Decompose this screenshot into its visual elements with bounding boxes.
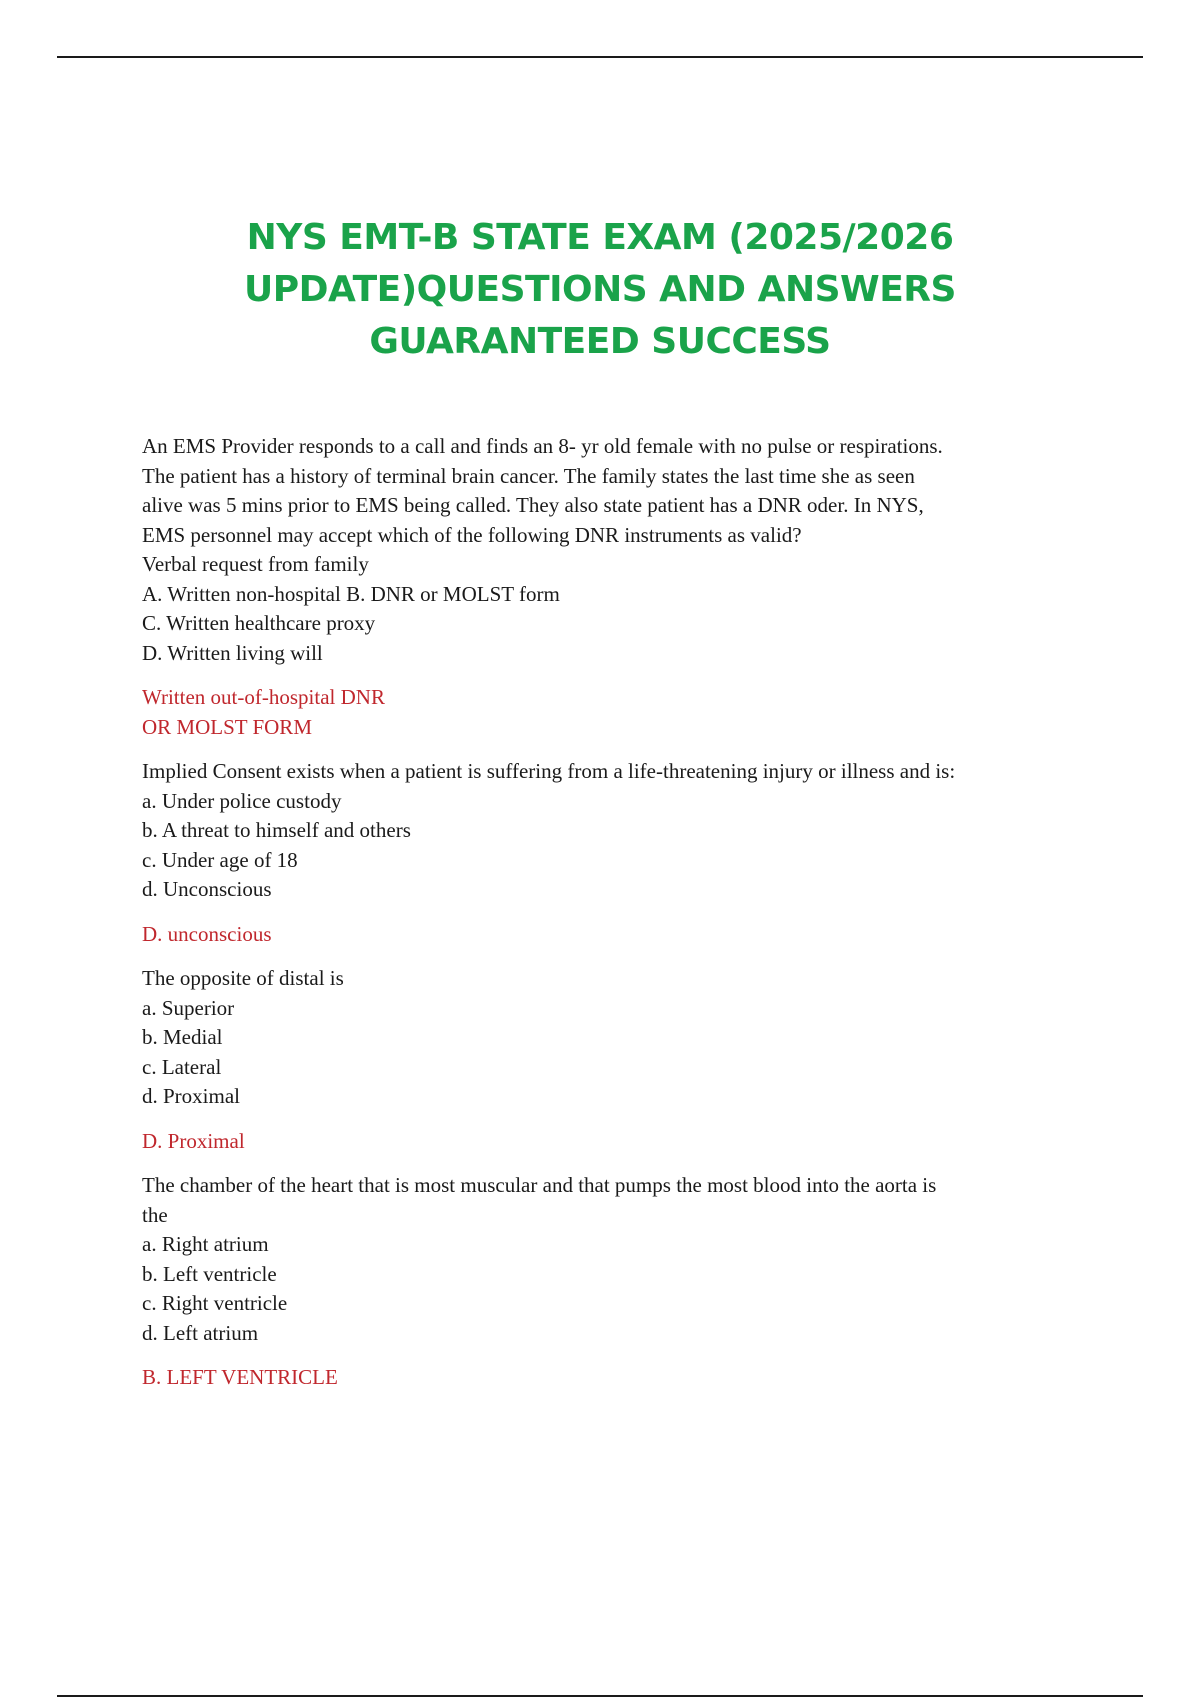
qa-content: [142, 432, 1072, 1408]
question-3: [142, 964, 1072, 1112]
question-text: The opposite of distal is: [142, 966, 344, 990]
question-text: alive was 5 mins prior to EMS being called. They also state patient has a DNR oder. In NYS,: [142, 493, 924, 517]
option-text: d. Left atrium: [142, 1320, 259, 1345]
option-text: d. Proximal: [142, 1084, 240, 1108]
title-line: UPDATE)QUESTIONS AND ANSWERS: [244, 269, 956, 310]
option-text: c. Lateral: [142, 1054, 222, 1079]
bottom-rule: [57, 1695, 1143, 1697]
question-1: [142, 432, 1072, 668]
answer-3: [142, 1127, 1072, 1157]
top-rule: [57, 56, 1143, 58]
option-text: a. Superior: [142, 995, 235, 1020]
question-text: The chamber of the heart that is most muscular and that pumps the most blood into the aorta is: [142, 1173, 937, 1197]
option-text: a. Right atrium: [142, 1232, 269, 1256]
option-text: C. Written healthcare proxy: [142, 611, 376, 635]
question-4: [142, 1171, 1072, 1348]
option-text: d. Unconscious: [142, 877, 272, 901]
option-text: b. Left ventricle: [142, 1261, 277, 1286]
answer-2: [142, 920, 1072, 950]
option-text: a. Under police custody: [142, 788, 342, 813]
question-text: Implied Consent exists when a patient is suffering from a life-threatening injury or illness and is:: [142, 759, 956, 783]
option-text: b. A threat to himself and others: [142, 818, 411, 842]
answer-text: D. Proximal: [142, 1128, 245, 1153]
answer-text: B. LEFT VENTRICLE: [142, 1365, 338, 1389]
question-text: The patient has a history of terminal brain cancer. The family states the last time she as seen: [142, 463, 915, 488]
question-text: An EMS Provider responds to a call and finds an 8- yr old female with no pulse or respirations.: [142, 434, 943, 458]
option-text: D. Written living will: [142, 640, 323, 665]
option-text: c. Right ventricle: [142, 1291, 288, 1315]
title-line: GUARANTEED SUCCESS: [369, 321, 831, 362]
question-2: [142, 757, 1072, 905]
answer-text: Written out-of-hospital DNR: [142, 685, 385, 709]
option-text: A. Written non-hospital B. DNR or MOLST form: [142, 581, 560, 606]
option-text: Verbal request from family: [142, 552, 369, 576]
answer-text: D. unconscious: [142, 921, 272, 946]
question-text: EMS personnel may accept which of the following DNR instruments as valid?: [142, 522, 802, 547]
document-title: [120, 212, 1080, 368]
answer-1: [142, 683, 1072, 742]
answer-4: [142, 1363, 1072, 1393]
option-text: b. Medial: [142, 1025, 223, 1049]
title-line: NYS EMT-B STATE EXAM (2025/2026: [246, 217, 954, 258]
answer-text: OR MOLST FORM: [142, 714, 312, 739]
question-text: the: [142, 1202, 168, 1227]
option-text: c. Under age of 18: [142, 847, 298, 872]
